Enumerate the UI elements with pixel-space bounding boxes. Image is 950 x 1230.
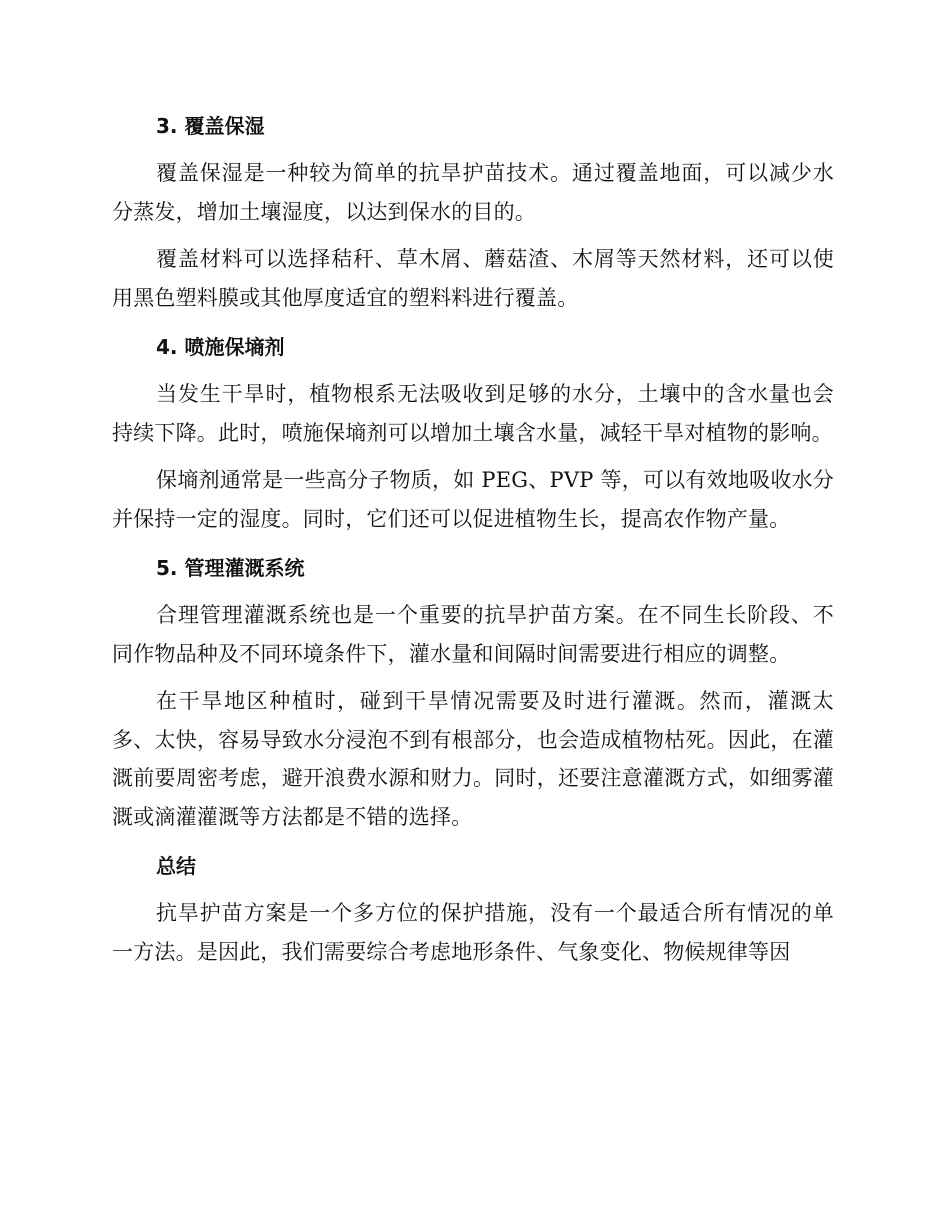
section-heading-irrigation: 5. 管理灌溉系统 [156, 556, 305, 580]
section-heading-cover-moisture: 3. 覆盖保湿 [156, 114, 265, 138]
paragraph: 抗旱护苗方案是一个多方位的保护措施，没有一个最适合所有情况的单一方法。是因此，我们需要综合考虑地形条件、气象变化、物候规律等因 [112, 901, 834, 964]
section-heading-moisture-agent: 4. 喷施保墒剂 [156, 335, 285, 359]
paragraph: 覆盖材料可以选择秸秆、草木屑、蘑菇渣、木屑等天然材料，还可以使用黑色塑料膜或其他厚度适宜的塑料料进行覆盖。 [112, 247, 834, 310]
paragraph: 当发生干旱时，植物根系无法吸收到足够的水分，土壤中的含水量也会持续下降。此时，喷施保墒剂可以增加土壤含水量，减轻干旱对植物的影响。 [112, 382, 834, 445]
paragraph: 在干旱地区种植时，碰到干旱情况需要及时进行灌溉。然而，灌溉太多、太快，容易导致水分浸泡不到有根部分，也会造成植物枯死。因此，在灌溉前要周密考虑，避开浪费水源和财力。同时，还要注意灌溉方式，如细雾灌溉或滴灌灌溉等方法都是不错的选择。 [112, 689, 834, 829]
paragraph: 覆盖保湿是一种较为简单的抗旱护苗技术。通过覆盖地面，可以减少水分蒸发，增加土壤湿度，以达到保水的目的。 [112, 161, 834, 224]
paragraph: 保墒剂通常是一些高分子物质，如 PEG、PVP 等，可以有效地吸收水分并保持一定的湿度。同时，它们还可以促进植物生长，提高农作物产量。 [112, 468, 834, 531]
paragraph: 合理管理灌溉系统也是一个重要的抗旱护苗方案。在不同生长阶段、不同作物品种及不同环境条件下，灌水量和间隔时间需要进行相应的调整。 [112, 603, 834, 666]
document-page [112, 104, 834, 971]
section-heading-summary: 总结 [156, 854, 196, 878]
